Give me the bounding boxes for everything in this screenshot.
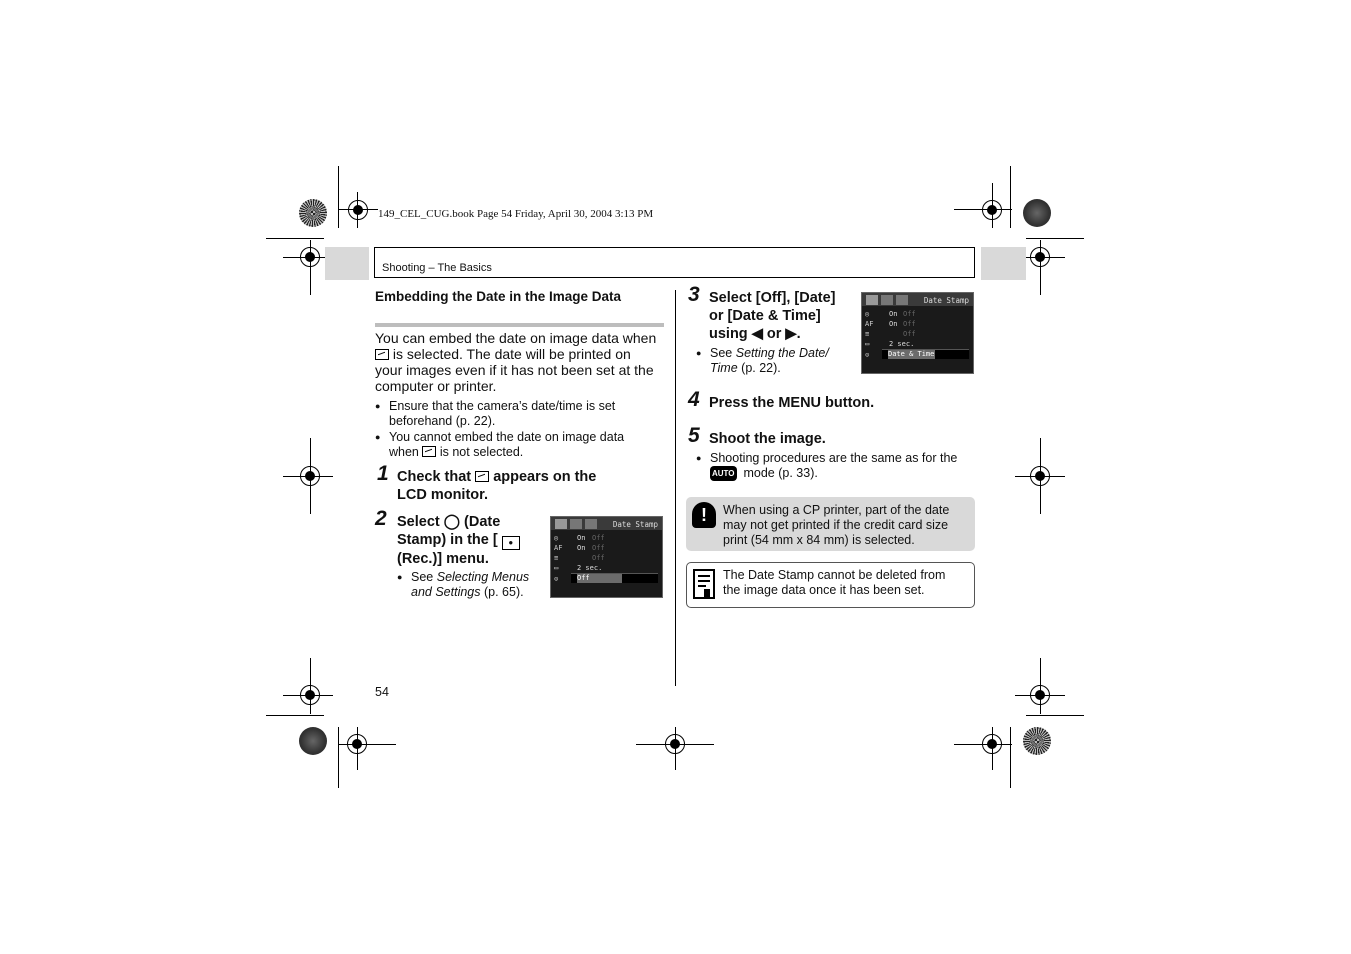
bullet-item: ● Ensure that the camera’s date/time is set beforehand (p. 22). [375, 399, 665, 429]
lcd-value: On [889, 320, 898, 328]
right-arrow-icon: ▶ [785, 326, 797, 342]
date-stamp-menu-icon: ◯ [443, 514, 460, 530]
registration-star-bottom-left [299, 727, 327, 755]
note-box [686, 562, 975, 608]
step-text: Select ◯ (Date Stamp) in the [ ● (Rec.)] menu. [397, 513, 547, 568]
bullet-item: ● See Selecting Menus and Settings (p. 65). [397, 570, 547, 600]
crop-mark [1010, 166, 1011, 228]
crosshair-target [1030, 685, 1050, 705]
setup-tab-icon [585, 519, 597, 529]
lcd-selected-value: Off [577, 574, 622, 583]
lcd-value: Off [592, 544, 605, 552]
lcd-tab-bar [862, 293, 973, 306]
crosshair-target [982, 200, 1002, 220]
date-stamp-icon [422, 446, 436, 457]
review-time-icon: ▭ [865, 340, 870, 348]
lcd-value: Off [903, 320, 916, 328]
crosshair-target [1030, 247, 1050, 267]
thumb-tab-right [981, 247, 1026, 280]
camera-tab-icon [555, 519, 567, 529]
crop-mark [1026, 238, 1084, 239]
bullet-item: ● See Setting the Date/ Time (p. 22). [696, 346, 846, 376]
step-number: 4 [688, 388, 700, 411]
registration-star-top-right [1023, 199, 1051, 227]
crosshair-target [1030, 466, 1050, 486]
file-info: 149_CEL_CUG.book Page 54 Friday, April 30, 2004 3:13 PM [378, 208, 654, 220]
step-text: Shoot the image. [709, 431, 826, 447]
running-header [374, 247, 975, 278]
step-number: 1 [377, 462, 389, 485]
lcd-value: On [889, 310, 898, 318]
bullet-item: ● Shooting procedures are the same as for the AUTO mode (p. 33). [696, 451, 976, 481]
caution-text: When using a CP printer, part of the date may not get printed if the credit card size print (54 mm x 84 mm) is selected. [723, 503, 950, 547]
crop-mark [1010, 727, 1011, 788]
column-divider [675, 290, 676, 686]
play-tab-icon [881, 295, 893, 305]
redeye-icon: ≡ [554, 554, 559, 562]
lcd-selected-value: Date & Time [888, 350, 935, 358]
note-text: The Date Stamp cannot be deleted from the image data once it has been set. [723, 568, 946, 597]
lcd-value: Off [592, 534, 605, 542]
lcd-value: Off [592, 554, 605, 562]
crosshair-target [348, 200, 368, 220]
lcd-value: 2 sec. [889, 340, 915, 348]
caution-box [686, 497, 975, 551]
intro-paragraph [375, 330, 670, 394]
crosshair-target [300, 685, 320, 705]
crosshair-target [982, 734, 1002, 754]
thumb-tab-left [325, 247, 369, 280]
crosshair-target [300, 247, 320, 267]
camera-rec-icon: ● [502, 536, 520, 550]
lcd-title: Date Stamp [612, 520, 658, 529]
left-arrow-icon: ◀ [751, 326, 763, 342]
lcd-value: Off [903, 330, 916, 338]
review-icon: ◎ [865, 310, 870, 318]
title-underline [375, 323, 664, 327]
play-tab-icon [570, 519, 582, 529]
crop-mark [1026, 715, 1084, 716]
page-number: 54 [375, 685, 389, 699]
intro-line: computer or printer. [375, 378, 497, 394]
review-icon: ◎ [554, 534, 559, 542]
lcd-value: On [577, 534, 586, 542]
date-stamp-icon [475, 471, 489, 482]
setup-tab-icon [896, 295, 908, 305]
crop-mark [266, 238, 324, 239]
crosshair-target [347, 734, 367, 754]
lcd-value: 2 sec. [577, 564, 603, 572]
step-number: 3 [688, 283, 700, 306]
af-assist-icon: AF [554, 544, 563, 552]
lcd-tab-bar [551, 517, 662, 530]
lcd-value: On [577, 544, 586, 552]
intro-line: is selected. The date will be printed on [375, 346, 670, 362]
camera-tab-icon [866, 295, 878, 305]
crop-mark [266, 715, 324, 716]
caution-icon: ! [692, 502, 716, 528]
lcd-screenshot-off [550, 516, 663, 598]
intro-line: You can embed the date on image data when [375, 330, 657, 346]
step-number: 5 [688, 424, 700, 447]
bullet-item: ● You cannot embed the date on image data when is not selected. [375, 430, 665, 460]
note-icon [693, 569, 715, 599]
redeye-icon: ≡ [865, 330, 870, 338]
registration-star-top-left [299, 199, 327, 227]
crosshair-target [300, 466, 320, 486]
crop-mark [338, 727, 339, 788]
crop-mark [338, 166, 339, 228]
section-title: Embedding the Date in the Image Data [375, 289, 622, 304]
lcd-value: Off [903, 310, 916, 318]
date-stamp-menu-icon: ⊙ [865, 351, 870, 359]
step-text: Check that appears on the LCD monitor. [397, 469, 597, 503]
af-assist-icon: AF [865, 320, 874, 328]
step-text: Select [Off], [Date] or [Date & Time] using ◀ or ▶. [709, 290, 836, 342]
date-stamp-icon [375, 349, 389, 360]
lcd-screenshot-date-time [861, 292, 974, 374]
date-stamp-menu-icon: ⊙ [554, 575, 559, 583]
crosshair-target [665, 734, 685, 754]
step-number: 2 [375, 507, 387, 530]
auto-mode-icon: AUTO [710, 466, 737, 481]
review-time-icon: ▭ [554, 564, 559, 572]
lcd-title: Date Stamp [923, 296, 969, 305]
step-text: Press the MENU button. [709, 395, 875, 411]
intro-line: your images even if it has not been set at the [375, 362, 654, 378]
running-header-text: Shooting – The Basics [382, 262, 492, 274]
registration-star-bottom-right [1023, 727, 1051, 755]
